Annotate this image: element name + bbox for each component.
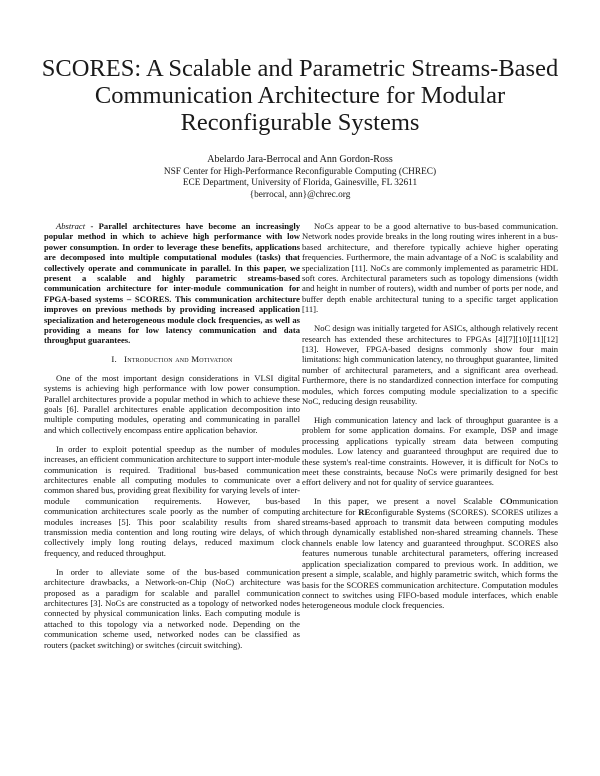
abstract-label: Abstract <box>56 221 86 231</box>
paragraph: In order to alleviate some of the bus-based communication architecture drawbacks, a Network-on-Chip (NoC) architecture was proposed as a paradigm for scalable and parallel communication architectures [3]. NoCs are constructed as a topology of networked nodes connected by physical communication links. Each computing module is attached to this topology via a networked node. Depending on the communication scheme used, networked nodes can be classified as routers (packet switching) or switches (circuit switching). <box>44 566 300 650</box>
paragraph: NoC design was initially targeted for ASICs, although relatively recent research has extended these architectures to FPGAs [4][7][10][11][12][13]. However, FPGA-based designs commonly show four main limitations: high communication latency, no throughput guarantee, limited number of architectural parameters, and a significant area overhead. Furthermore, there is no standardized connection interface for computing modules, which forces computing module specialization to a specific NoC, reducing design reusability. <box>302 323 558 406</box>
title-line: Reconfigurable Systems <box>180 109 420 136</box>
paragraph-scores-intro <box>302 496 558 610</box>
text-run: mmunication architecture for <box>302 496 558 517</box>
affiliation-email: {berrocal, ann}@chrec.org <box>249 189 351 200</box>
text-run: In this paper, we present a novel Scalable <box>314 496 500 507</box>
bold-run: RE <box>358 506 371 517</box>
abstract-text: - Parallel architectures have become an increasingly popular method in which to achieve high performance with low power consumption. In order to leverage these benefits, applications are decomposed into multiple computational modules (tasks) that collectively operate and communicate in parallel. In this paper, we present a scalable and highly parametric streams-based communication architecture for inter-module communication for FPGA-based systems – SCORES. This communication architecture improves on previous methods by providing increased application specialization and heterogeneous module clock frequencies, as well as providing a means for low latency communication and data throughput guarantees. <box>44 221 300 346</box>
affiliation-center: NSF Center for High-Performance Reconfigurable Computing (CHREC) <box>163 167 437 177</box>
title-line: SCORES: A Scalable and Parametric Streams-Based <box>41 55 559 82</box>
paragraph: NoCs appear to be a good alternative to bus-based communication. Network nodes provide breaks in the long routing wires inherent in a bus-based architecture, and therefore typically achieve higher operating frequencies. Furthermore, the main advantage of a NoC is scalability and specialization [11]. NoCs are commonly implemented as parametric HDL soft cores. Architectural parameters such as topology dimensions (width and height in number of routers), width and number of ports per node, and buffer depth enable architectural tuning to a specific target application [11]. <box>302 221 558 315</box>
paragraph: In order to exploit potential speedup as the number of modules increases, an efficient communication architecture to support inter-module communication is required. Traditional bus-based communication architectures enable all computing modules to communicate over a common shared bus, providing great flexibility for varying levels of inter-module communication requirements. However, bus-based communication architectures scale poorly as the number of computing modules increases [5]. This poor scalability results from shared transmission media contention and long routing wire delays, of which collectively imply long routing delays, reduced maximum clock frequency, and reduced throughput. <box>44 443 300 558</box>
left-column <box>44 221 300 658</box>
abstract <box>44 221 300 346</box>
affiliation-department: ECE Department, University of Florida, Gainesville, FL 32611 <box>182 178 418 189</box>
right-column <box>302 221 558 619</box>
paper-title <box>20 55 580 136</box>
text-run: configurable <box>370 506 417 517</box>
affiliation <box>20 167 580 201</box>
authors: Abelardo Jara-Berrocal and Ann Gordon-Ross <box>207 154 393 165</box>
bold-run: S <box>416 506 422 517</box>
section-title: Introduction and Motivation <box>124 354 233 365</box>
bold-run: CO <box>499 496 513 507</box>
text-run: ystems (SCORES). SCORES utilizes a streams-based approach to transmit data between computing modules through dynamically established non-shared streaming channels. These channels enable low latency and guaranteed throughput. SCORES also features numerous tunable architectural parameters, offering increased application specialization compared to previous work. In addition, we present a simple, scalable, and highly parametric switch, which forms the basis for the SCORES communication architecture. Computation modules connect to switches using FIFO-based module interfaces, which enable heterogeneous module clock frequencies. <box>302 506 558 611</box>
section-heading <box>44 354 300 364</box>
paragraph: One of the most important design considerations in VLSI digital systems is achieving high performance with low power consumption. Parallel architectures provide a popular method in which to achieve these goals [6]. Parallel architectures enable application decomposition into multiple computing modules, operating and communicating in parallel and which collectively encompass entire application behavior. <box>44 372 300 435</box>
title-line: Communication Architecture for Modular <box>94 82 506 109</box>
section-number: I. <box>111 354 117 365</box>
paragraph: High communication latency and lack of throughput guarantee is a problem for some application domains. For example, DSP and image processing applications typically stream data between computing modules. Low latency and guaranteed throughput are required due to these system's real-time constraints. However, it is difficult for NoCs to meet these constraints, because NoCs were primarily designed for best effort delivery and not for quality of service guarantees. <box>302 414 558 488</box>
